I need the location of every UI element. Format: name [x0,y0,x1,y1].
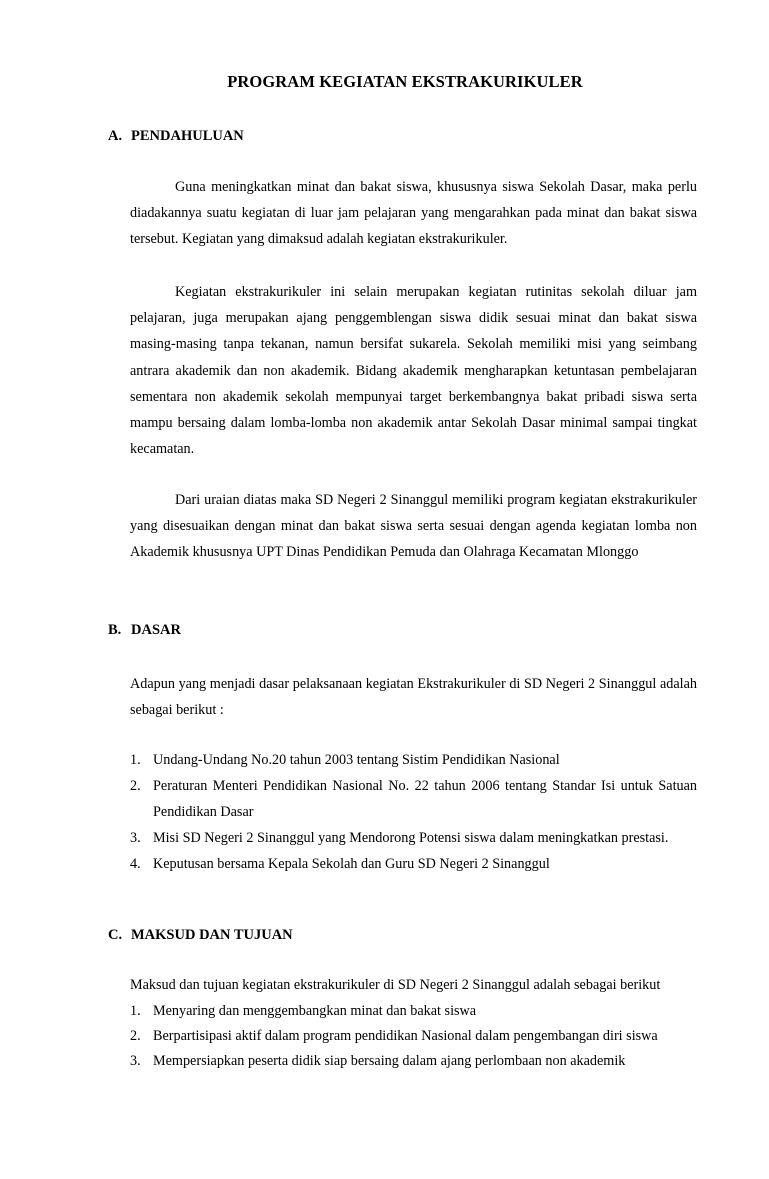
section-a-heading [108,128,244,145]
list-item-text: Berpartisipasi aktif dalam program pendidikan Nasional dalam pengembangan diri siswa [153,1028,658,1044]
list-item [130,999,697,1024]
section-c-list [130,999,697,1074]
list-item-text: Keputusan bersama Kepala Sekolah dan Guru SD Negeri 2 Sinanggul [153,856,550,872]
list-item-number: 1. [130,1003,141,1019]
list-item-number: 1. [130,752,141,768]
list-item-number: 2. [130,1028,141,1044]
section-b-letter: B. [108,622,122,638]
section-b-heading [108,622,181,639]
list-item-text: Menyaring dan menggembangkan minat dan bakat siswa [153,1003,477,1019]
section-c-letter: C. [108,927,123,943]
section-a-title: PENDAHULUAN [131,128,244,144]
document-title: PROGRAM KEGIATAN EKSTRAKURIKULER [227,72,583,91]
list-item-number: 3. [130,830,141,846]
list-item-text: Peraturan Menteri Pendidikan Nasional No. 22 tahun 2006 tentang Standar Isi untuk Satuan Pendidikan Dasar [153,778,697,820]
section-b-list [130,747,697,877]
section-a-paragraph-3: Dari uraian diatas maka SD Negeri 2 Sinanggul memiliki program kegiatan ekstrakurikuler yang disesuaikan dengan minat dan bakat siswa serta sesuai dengan agenda kegiatan lomba non Akademik khususnya UPT Dinas Pendidikan Pemuda dan Olahraga Kecamatan Mlonggo [130,492,697,561]
section-a-letter: A. [108,128,123,144]
list-item-text: Misi SD Negeri 2 Sinanggul yang Mendorong Potensi siswa dalam meningkatkan prestasi. [153,830,669,846]
list-item [130,773,697,825]
list-item [130,851,697,877]
list-item-number: 4. [130,856,141,872]
list-item [130,1049,697,1074]
section-c-heading [108,927,293,944]
list-item [130,1024,697,1049]
section-b-intro: Adapun yang menjadi dasar pelaksanaan kegiatan Ekstrakurikuler di SD Negeri 2 Sinanggul adalah sebagai berikut : [130,676,697,719]
list-item [130,825,697,851]
section-a-paragraph-1: Guna meningkatkan minat dan bakat siswa, khususnya siswa Sekolah Dasar, maka perlu diadakannya suatu kegiatan di luar jam pelajaran yang mengarahkan pada minat dan bakat siswa tersebut. Kegiatan yang dimaksud adalah kegiatan ekstrakurikuler. [130,179,697,248]
list-item-number: 3. [130,1053,141,1069]
section-c-intro: Maksud dan tujuan kegiatan ekstrakurikuler di SD Negeri 2 Sinanggul adalah sebagai berikut [130,977,661,993]
list-item-text: Undang-Undang No.20 tahun 2003 tentang Sistim Pendidikan Nasional [153,752,560,768]
section-b-title: DASAR [131,622,181,638]
list-item-number: 2. [130,778,141,794]
section-a-paragraph-2: Kegiatan ekstrakurikuler ini selain merupakan kegiatan rutinitas sekolah diluar jam pelajaran, juga merupakan ajang penggemblengan siswa didik sesuai minat dan bakat siswa masing-masing tanpa tekanan, namun bersifat sukarela. Sekolah memiliki misi yang seimbang antrara akademik dan non akademik. Bidang akademik mengharapkan ketuntasan pembelajaran sementara non akademik sekolah mempunyai target berkembangnya bakat pribadi siswa serta mampu bersaing dalam lomba-lomba non akademik antar Sekolah Dasar minimal sampai tingkat kecamatan. [130,284,697,458]
section-c-title: MAKSUD DAN TUJUAN [131,927,293,943]
list-item [130,747,697,773]
list-item-text: Mempersiapkan peserta didik siap bersaing dalam ajang perlombaan non akademik [153,1053,626,1069]
